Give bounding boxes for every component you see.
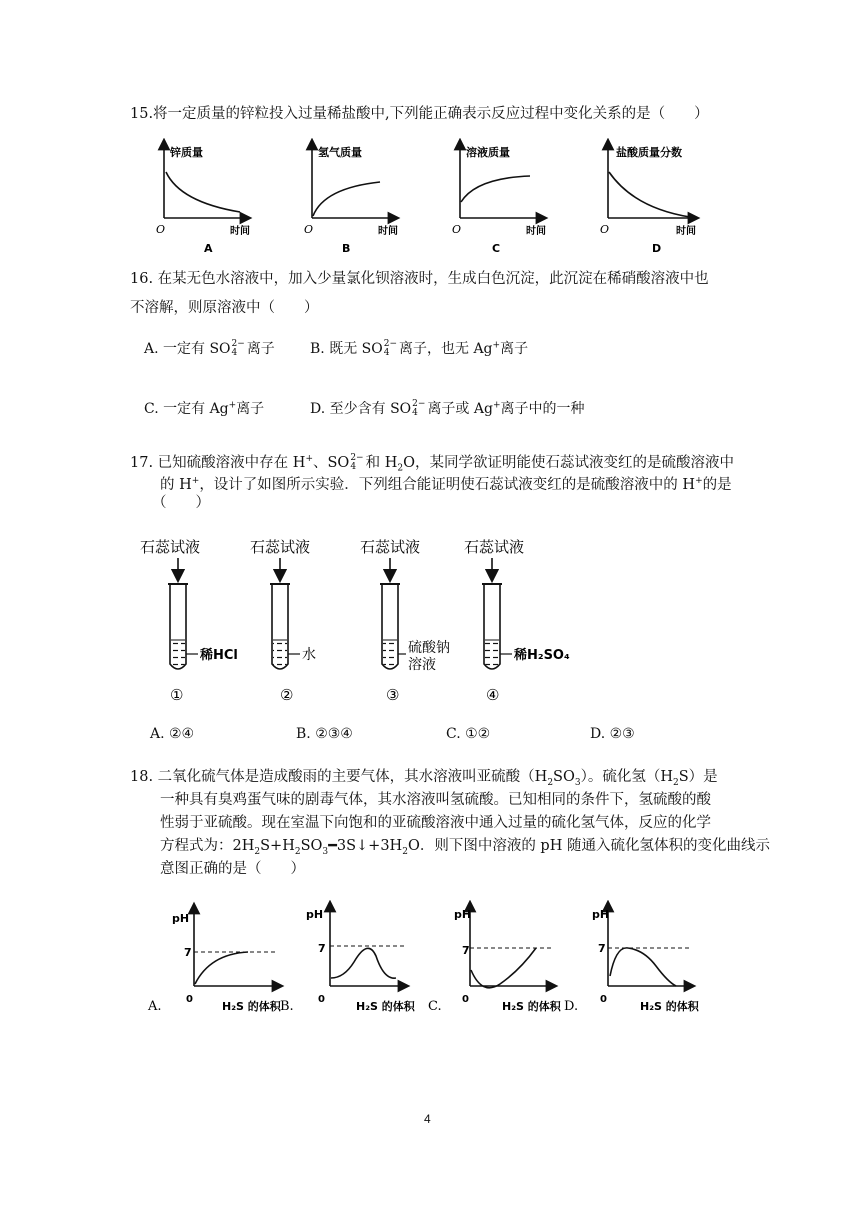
q18-b-origin: 0 [318,994,325,1005]
q17-test-tubes-figure [140,528,600,714]
q17-tube-4-number: ④ [486,686,500,704]
q18-b-mark: 7 [318,942,326,955]
q15-d-origin: O [600,223,610,236]
q18-c-ylabel: pH [454,908,472,921]
q17-stem-line1: 17. 已知硫酸溶液中存在 H+、SO 2− 4 和 $H_2O$，某同学欲证明能使石蕊试液变红的是硫酸溶液中 [130,452,734,474]
q18-a-letter: A. [148,999,162,1014]
q18-line2: 一种具有臭鸡蛋气味的剧毒气体，其水溶液叫氢硫酸。已知相同的条件下，氢硫酸的酸 [160,792,711,808]
q18-c-xlabel: H₂S 的体积 [502,1000,561,1013]
q17-tube-1-number: ① [170,686,184,704]
q17-option-a: A. ②④ [150,726,195,742]
q16-option-a: A. 一定有 SO 2− 4 离子 [144,339,275,358]
q18-figure [144,900,724,1018]
q18-b-ylabel: pH [306,908,324,921]
q16-option-c: C. 一定有 Ag+离子 [144,400,265,417]
q15-stem: 15.将一定质量的锌粒投入过量稀盐酸中,下列能正确表示反应过程中变化关系的是（ ） [130,106,709,122]
q17-tube-2-top-label: 石蕊试液 [250,538,311,556]
q18-line5: 意图正确的是（ ） [160,861,305,877]
q15-graph-a [156,144,250,255]
q16-option-d: D. 至少含有 SO 2− 4 离子或 Ag+离子中的一种 [310,399,585,418]
q15-c-ylabel: 溶液质量 [466,146,510,159]
q17-tube-4-label: 稀H₂SO₄ [514,648,570,663]
q17-tube-3-label-line1: 硫酸钠 [408,640,450,656]
q18-d-xlabel: H₂S 的体积 [640,1000,699,1013]
q18-a-xlabel: H₂S 的体积 [222,1000,281,1013]
q17-tube-2-number: ② [280,686,294,704]
q18-c-mark: 7 [462,944,470,957]
q17-tube-3-number: ③ [386,686,400,704]
q15-d-letter: D [652,242,662,255]
q17-tube-3-top-label: 石蕊试液 [360,538,421,556]
page-number: 4 [424,1112,431,1126]
q16-stem-line1: 16. 在某无色水溶液中，加入少量氯化钡溶液时，生成白色沉淀，此沉淀在稀硝酸溶液中也 [130,271,709,287]
q18-a-ylabel: pH [172,912,190,925]
q17-tube-1-top-label: 石蕊试液 [140,538,201,556]
q15-c-origin: O [452,223,462,236]
q17-tube-3 [360,538,450,704]
q18-c-letter: C. [428,999,442,1014]
q18-c-origin: 0 [462,994,469,1005]
q16-stem-line2: 不溶解，则原溶液中（ ） [130,300,319,316]
q18-line3: 性弱于亚硫酸。现在室温下向饱和的亚硫酸溶液中通入过量的硫化氢气体，反应的化学 [160,815,711,831]
q18-graph-b [280,906,416,1014]
q15-graph-d [600,144,696,255]
q18-d-letter: D. [564,999,579,1014]
q17-tube-3-label-line2: 溶液 [408,657,436,673]
q17-stem-line3: （ ） [152,495,210,511]
q15-a-origin: O [156,223,166,236]
q15-d-xlabel: 时间 [676,226,696,237]
q18-graph-d [564,906,700,1014]
q15-a-letter: A [204,242,213,255]
q18-line4: 方程式为：$2H_2S+H_2SO_3━3S↓+3H_2O$．则下图中溶液的 pH 随通入硫化氢体积的变化曲线示 [160,838,770,857]
q15-c-xlabel: 时间 [526,226,546,237]
q17-tube-2-label: 水 [302,647,316,663]
q17-stem-line2: 的 H+，设计了如图所示实验．下列组合能证明使石蕊试液变红的是硫酸溶液中的 H+的是 [160,476,732,493]
q17-tube-4-top-label: 石蕊试液 [464,538,525,556]
q17-tube-2 [250,538,316,704]
q18-d-ylabel: pH [592,908,610,921]
q17-tube-1-label: 稀HCl [200,648,238,663]
q15-graph-b [304,144,398,255]
q15-b-xlabel: 时间 [378,226,398,237]
q15-b-ylabel: 氢气质量 [318,146,362,159]
q15-b-letter: B [342,242,351,255]
q15-a-ylabel: 锌质量 [170,146,203,159]
q15-a-xlabel: 时间 [230,226,250,237]
q18-d-mark: 7 [598,942,606,955]
q18-a-origin: 0 [186,994,193,1005]
q18-d-origin: 0 [600,994,607,1005]
q15-d-ylabel: 盐酸质量分数 [616,146,682,159]
q17-option-c: C. ①② [446,726,491,742]
q17-option-d: D. ②③ [590,726,635,742]
q15-graph-c [452,144,546,255]
q18-graph-c [428,906,562,1014]
q16-option-b: B. 既无 SO 2− 4 离子，也无 Ag+离子 [310,339,529,358]
q17-tube-1 [140,538,238,704]
q15-figure [150,138,730,260]
q18-b-xlabel: H₂S 的体积 [356,1000,415,1013]
q18-b-letter: B. [280,999,294,1014]
q18-a-mark: 7 [184,946,192,959]
q18-graph-a [147,908,282,1014]
q17-tube-4 [464,538,570,704]
q15-c-letter: C [492,242,501,255]
q15-b-origin: O [304,223,314,236]
q18-line1: 18. 二氧化硫气体是造成酸雨的主要气体，其水溶液叫亚硫酸$(H_2SO_3)$。硫化氢$(H_2S)$是 [130,769,718,788]
q17-option-b: B. ②③④ [296,726,353,742]
